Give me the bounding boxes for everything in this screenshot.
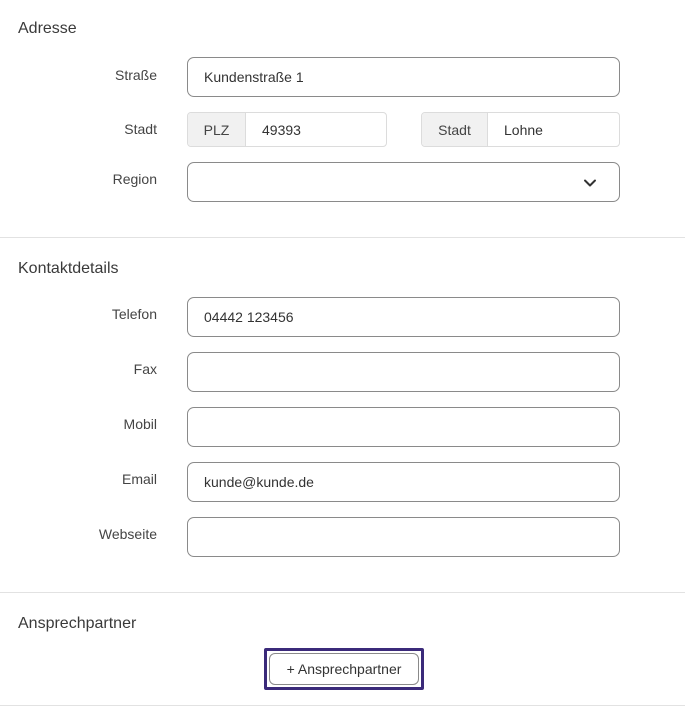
section-divider [0, 592, 685, 593]
contact-persons-section-title: Ansprechpartner [18, 615, 137, 632]
website-label: Webseite [98, 526, 157, 542]
phone-input[interactable] [187, 297, 620, 337]
mobile-label: Mobil [123, 416, 157, 432]
chevron-down-icon [583, 176, 597, 190]
street-label: Straße [114, 67, 157, 83]
fax-label: Fax [133, 361, 157, 377]
mobile-input[interactable] [187, 407, 620, 447]
email-label: Email [121, 471, 157, 487]
section-divider [0, 705, 685, 706]
fax-input[interactable] [187, 352, 620, 392]
phone-label: Telefon [111, 306, 157, 322]
email-input[interactable] [187, 462, 620, 502]
zip-input[interactable] [246, 113, 386, 146]
street-input[interactable] [187, 57, 620, 97]
city-input-group [421, 112, 620, 147]
region-select[interactable] [187, 162, 620, 202]
city-addon: Stadt [422, 113, 488, 146]
section-divider [0, 237, 685, 238]
address-section-title: Adresse [18, 20, 77, 37]
zip-input-group [187, 112, 387, 147]
website-input[interactable] [187, 517, 620, 557]
zip-addon: PLZ [188, 113, 246, 146]
region-label: Region [112, 171, 157, 187]
city-input[interactable] [488, 113, 619, 146]
add-contact-person-button[interactable]: + Ansprechpartner [269, 653, 419, 685]
city-label: Stadt [124, 121, 157, 137]
contact-section-title: Kontaktdetails [18, 260, 119, 277]
